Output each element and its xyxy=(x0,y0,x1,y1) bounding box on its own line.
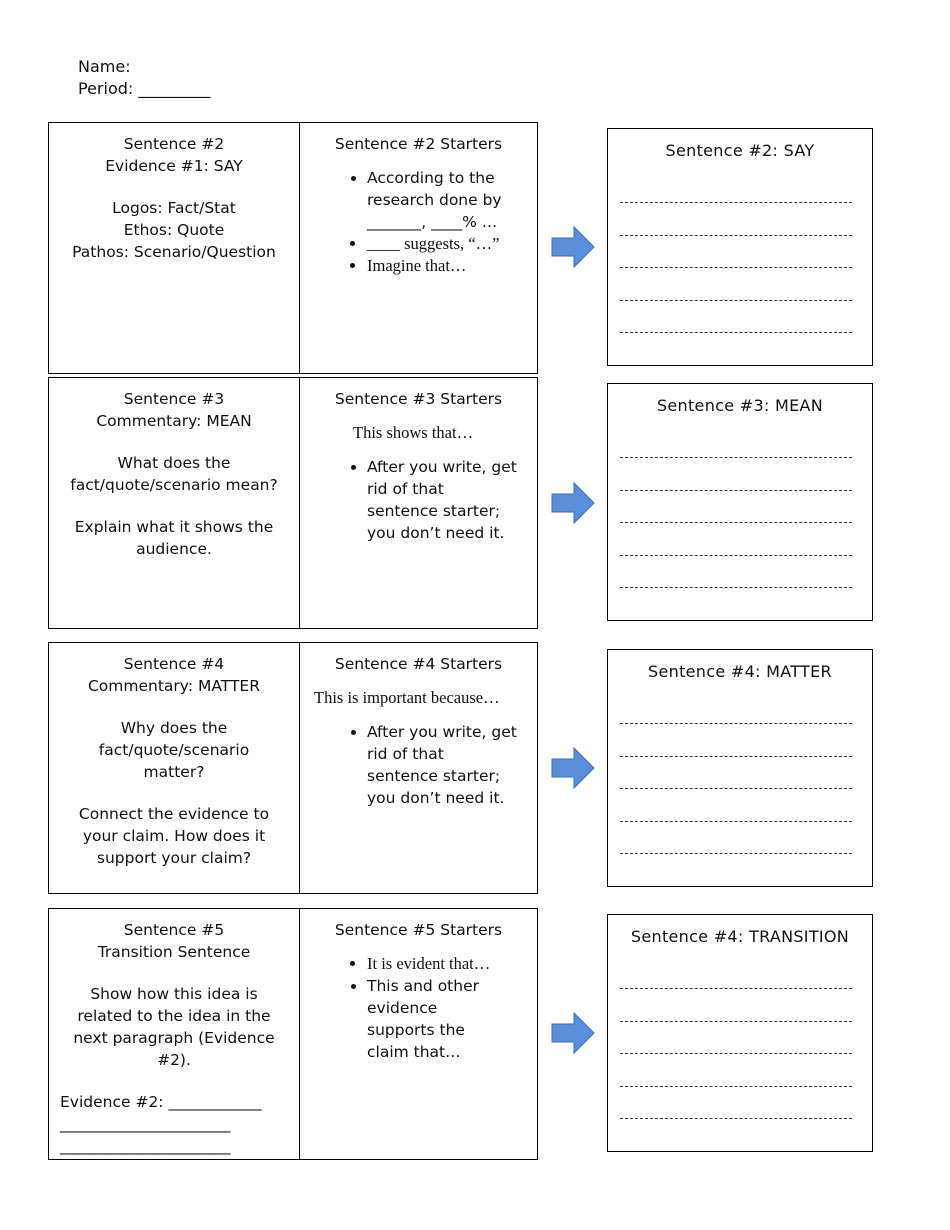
sentence-type: Commentary: MEAN xyxy=(96,412,252,430)
writing-lines[interactable] xyxy=(620,716,852,854)
sentence-label: Sentence #2 xyxy=(123,135,225,153)
writing-lines[interactable] xyxy=(620,981,852,1119)
starters-cell xyxy=(300,643,537,893)
row-sentence-4 xyxy=(48,642,538,894)
instruction-detail: Show how this idea is related to the idea in the next paragraph (Evidence #2). xyxy=(73,985,275,1069)
student-header xyxy=(78,56,210,100)
instruction-question: Why does the fact/quote/scenario matter? xyxy=(98,719,250,781)
instruction-cell xyxy=(49,909,300,1159)
instruction-detail: Explain what it shows the audience. xyxy=(74,518,274,558)
appeal-ethos: Ethos: Quote xyxy=(123,221,225,239)
answer-title: Sentence #3: MEAN xyxy=(656,396,824,415)
starter-list xyxy=(300,953,537,1063)
starter-phrase: This is important because… xyxy=(314,688,500,707)
answer-title: Sentence #4: TRANSITION xyxy=(630,927,850,946)
starter-phrase: This shows that… xyxy=(353,423,474,442)
starter-item: • After you write, get rid of that sentence starter; you don’t need it. xyxy=(367,456,537,544)
starter-list xyxy=(300,167,537,277)
sentence-label: Sentence #5 xyxy=(123,921,225,939)
appeal-logos: Logos: Fact/Stat xyxy=(112,199,236,217)
starter-item: • ____ suggests, “…” xyxy=(367,233,537,255)
starter-list xyxy=(300,456,537,544)
instruction-cell xyxy=(49,123,300,373)
starters-cell xyxy=(300,378,537,628)
starter-item: • According to the research done by _______, ____% … xyxy=(367,167,537,233)
starter-item: • It is evident that… xyxy=(367,953,537,975)
starters-title: Sentence #4 Starters xyxy=(334,655,503,673)
writing-lines[interactable] xyxy=(620,195,852,333)
starter-item: • After you write, get rid of that sentence starter; you don’t need it. xyxy=(367,721,537,809)
starters-title: Sentence #2 Starters xyxy=(334,135,503,153)
sentence-type: Commentary: MATTER xyxy=(87,677,260,695)
answer-box-mean[interactable] xyxy=(607,383,873,621)
sentence-label: Sentence #3 xyxy=(123,390,225,408)
arrow-right-icon xyxy=(550,1010,596,1056)
answer-box-matter[interactable] xyxy=(607,649,873,887)
starters-title: Sentence #5 Starters xyxy=(334,921,503,939)
arrow-right-icon xyxy=(550,480,596,526)
row-sentence-5 xyxy=(48,908,538,1160)
instruction-detail: Connect the evidence to your claim. How does it support your claim? xyxy=(78,805,270,867)
row-sentence-2 xyxy=(48,122,538,374)
starters-cell xyxy=(300,909,537,1159)
evidence-2-line[interactable]: Evidence #2: ____________ ______________________ ______________________ xyxy=(60,1093,262,1155)
sentence-type: Transition Sentence xyxy=(97,943,251,961)
period-label: Period: _________ xyxy=(78,79,211,98)
answer-title: Sentence #4: MATTER xyxy=(648,662,832,681)
row-sentence-3 xyxy=(48,377,538,629)
instruction-question: What does the fact/quote/scenario mean? xyxy=(70,454,278,494)
starter-item: • Imagine that… xyxy=(367,255,537,277)
arrow-right-icon xyxy=(550,224,596,270)
writing-lines[interactable] xyxy=(620,450,852,588)
starters-cell xyxy=(300,123,537,373)
answer-box-say[interactable] xyxy=(607,128,873,366)
answer-title: Sentence #2: SAY xyxy=(665,141,815,160)
sentence-type: Evidence #1: SAY xyxy=(105,157,243,175)
appeal-pathos: Pathos: Scenario/Question xyxy=(72,243,276,261)
starter-list xyxy=(300,721,537,809)
sentence-label: Sentence #4 xyxy=(123,655,225,673)
starters-title: Sentence #3 Starters xyxy=(334,390,503,408)
answer-box-transition[interactable] xyxy=(607,914,873,1152)
instruction-cell xyxy=(49,378,300,628)
starter-item: • This and other evidence supports the claim that… xyxy=(367,975,537,1063)
name-label: Name: xyxy=(78,57,131,76)
instruction-cell xyxy=(49,643,300,893)
arrow-right-icon xyxy=(550,745,596,791)
